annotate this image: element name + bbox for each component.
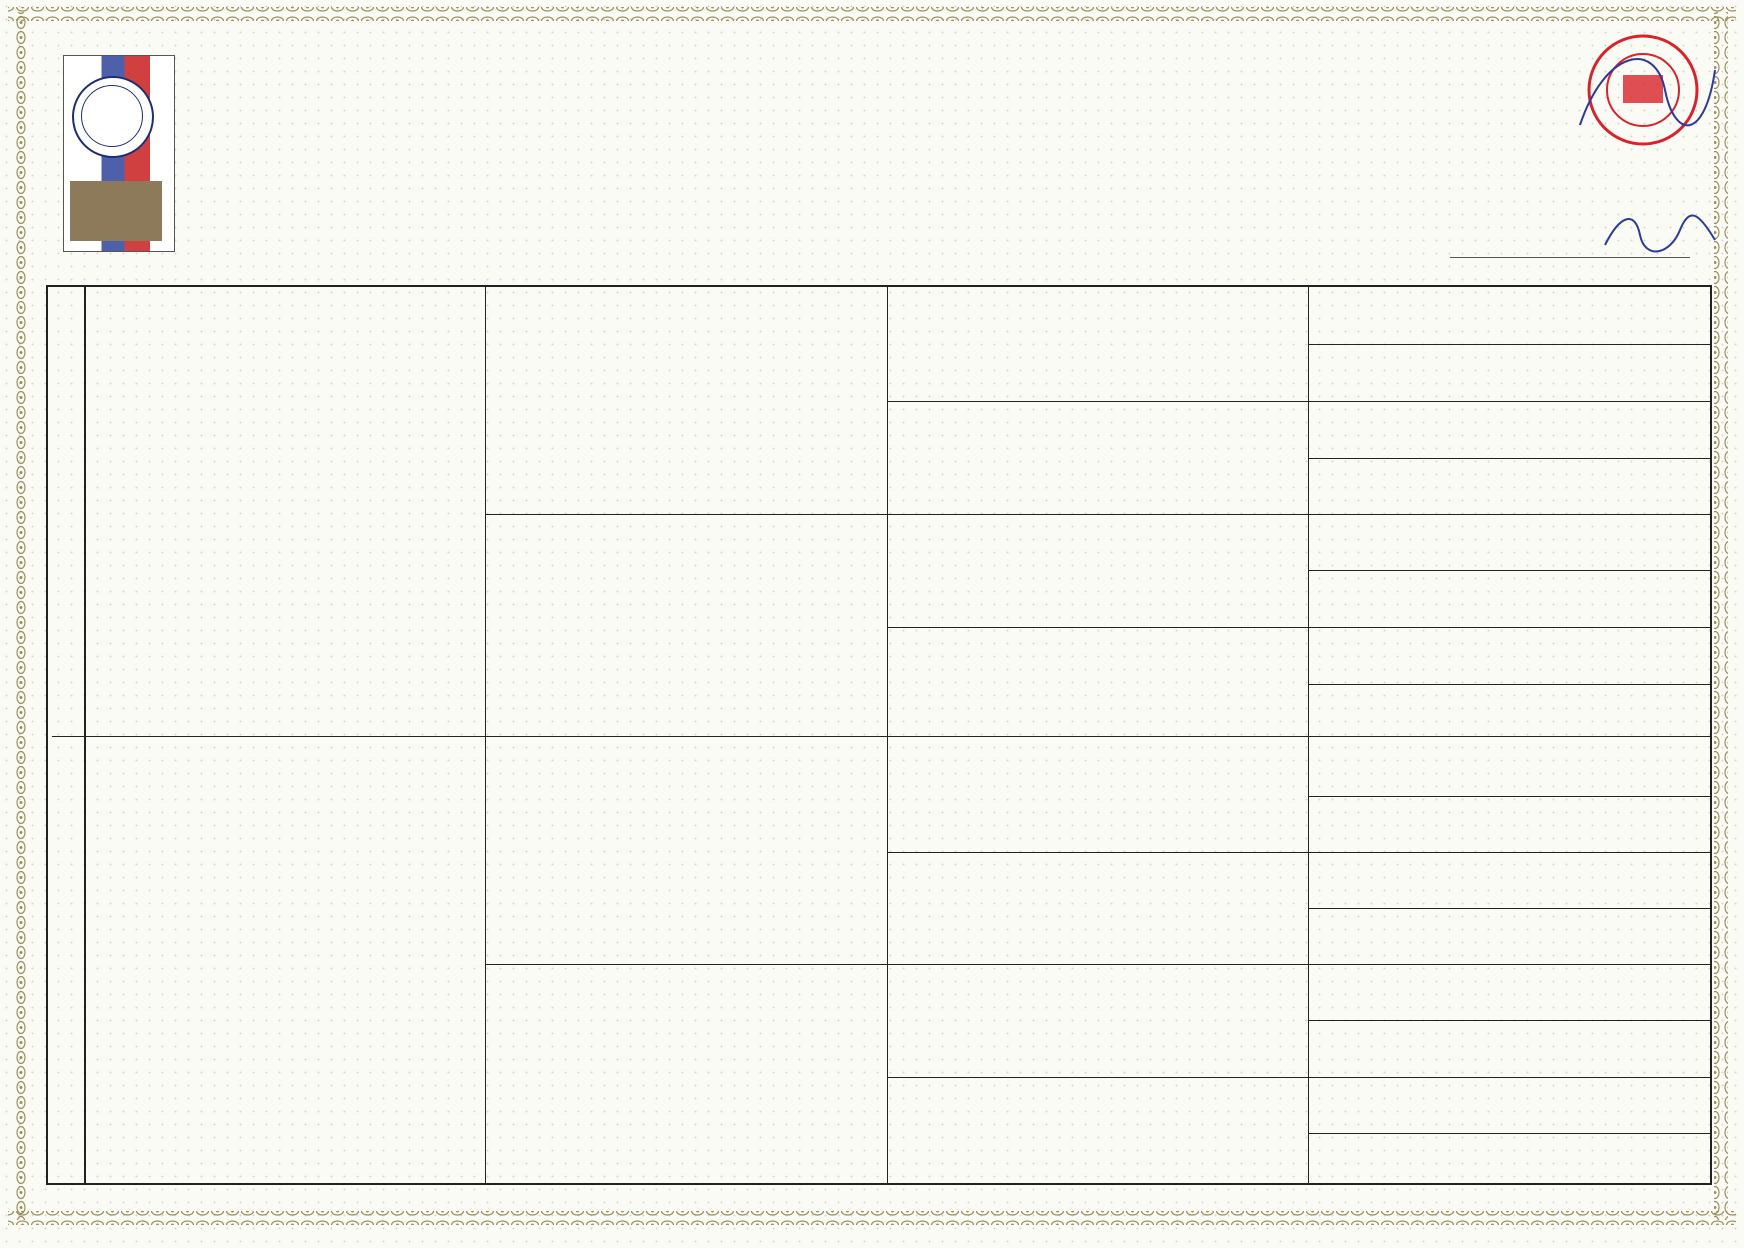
grid-line xyxy=(1308,458,1710,459)
grid-line xyxy=(485,285,486,1185)
grid-line xyxy=(887,627,1710,628)
grid-line xyxy=(1308,796,1710,797)
pedigree-grid xyxy=(46,285,1712,1185)
studbook-stamp xyxy=(1565,30,1720,150)
signature-scribble xyxy=(1600,205,1720,260)
grid-line xyxy=(1308,1020,1710,1021)
grid-line xyxy=(1308,344,1710,345)
grid-line xyxy=(1308,570,1710,571)
grid-line xyxy=(485,514,1710,515)
grid-line xyxy=(1308,1133,1710,1134)
grid-line xyxy=(84,285,86,1185)
grid-line xyxy=(52,736,1710,737)
logo-block xyxy=(63,55,175,252)
signature-line xyxy=(1450,257,1690,258)
grid-line xyxy=(485,964,1710,965)
grid-line xyxy=(887,852,1710,853)
grid-line xyxy=(1308,908,1710,909)
grid-line xyxy=(1308,285,1309,1185)
grid-line xyxy=(887,285,888,1185)
cmku-logo xyxy=(70,181,162,241)
grid-line xyxy=(887,401,1710,402)
fci-logo xyxy=(72,76,154,158)
grid-line xyxy=(1308,684,1710,685)
grid-line xyxy=(887,1077,1710,1078)
